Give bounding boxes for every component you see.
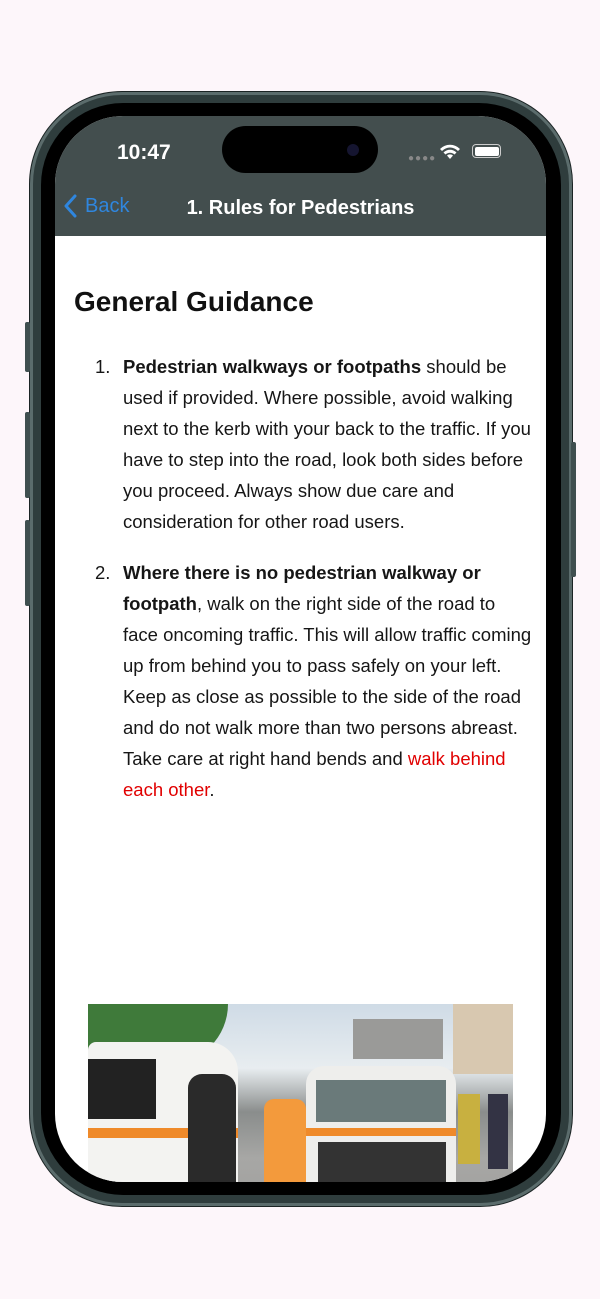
page-title: 1. Rules for Pedestrians <box>186 197 415 219</box>
list-item <box>95 557 533 805</box>
item-bold: Pedestrian walkways or footpaths <box>123 356 422 377</box>
wifi-icon <box>439 143 461 160</box>
guidance-list <box>95 351 533 825</box>
camera-icon <box>347 144 359 156</box>
volume-up-button <box>25 412 30 498</box>
item-end: . <box>209 779 215 800</box>
status-time: 10:47 <box>117 141 171 164</box>
action-button <box>25 322 30 372</box>
signal-icon: ●●●● <box>408 153 437 164</box>
item-number: 2. <box>95 562 111 583</box>
item-text: , walk on the right side of the road to face oncoming traffic. This will allow traffic coming up from behind you to pass safely on your left. Keep as close as possible to the side of the road and do not walk more than two persons abreast. Take care at right hand bends and <box>123 593 532 769</box>
list-item <box>95 351 533 537</box>
battery-icon <box>472 144 501 158</box>
item-text: should be used if provided. Where possible, avoid walking next to the kerb with your back to the traffic. If you have to step into the road, look both sides before you proceed. Always show due care and consideration for other road users. <box>123 356 531 532</box>
item-number: 1. <box>95 356 111 377</box>
section-heading: General Guidance <box>74 286 314 317</box>
volume-down-button <box>25 520 30 606</box>
back-label: Back <box>85 194 130 217</box>
power-button <box>571 442 576 577</box>
navigation-bar <box>55 116 546 236</box>
street-photo <box>88 1004 513 1182</box>
red-link[interactable]: walk behind each other <box>123 748 506 800</box>
screen <box>55 116 546 1182</box>
dynamic-island <box>222 126 378 173</box>
item-bold: Where there is no pedestrian walkway or footpath <box>123 562 481 614</box>
